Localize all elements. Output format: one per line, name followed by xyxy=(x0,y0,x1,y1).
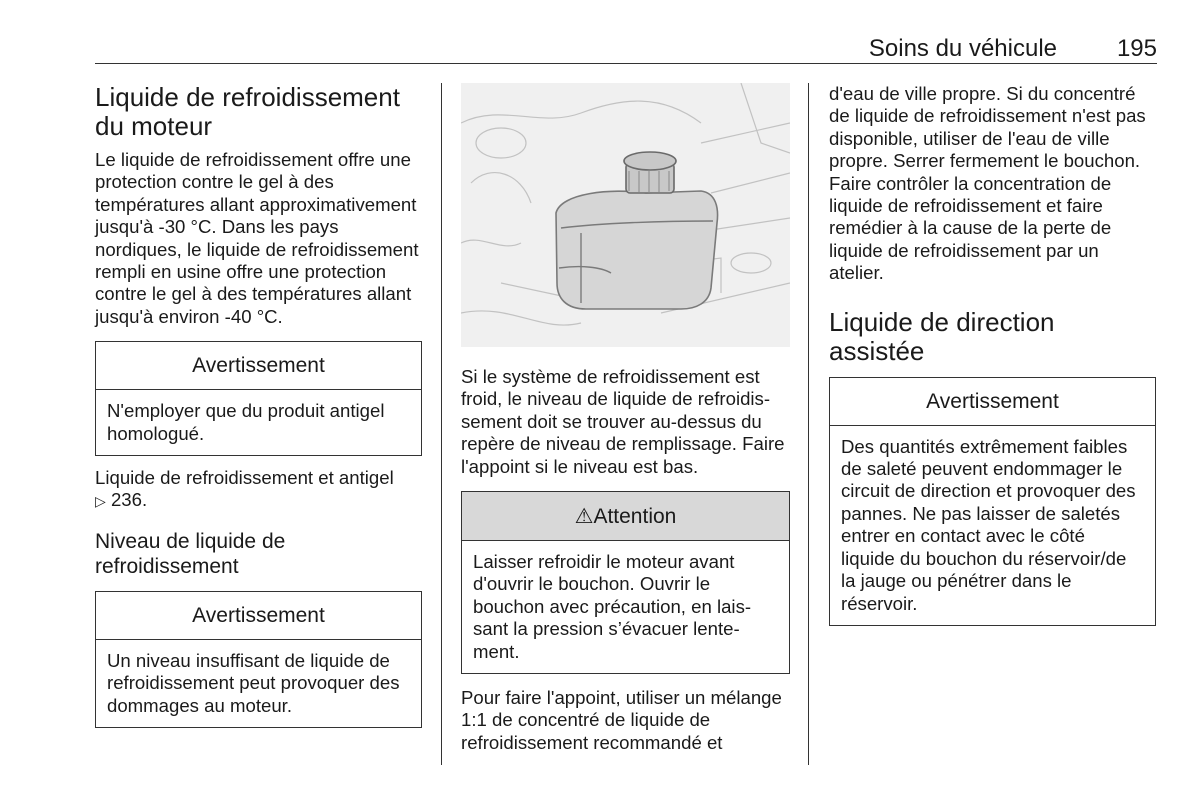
warning-heading: Avertissement xyxy=(96,592,421,640)
warning-box xyxy=(95,341,422,456)
caution-box xyxy=(461,491,790,674)
continued-paragraph: d'eau de ville propre. Si du concentré de liquide de refroidissement n'est pas disponible, utiliser de l'eau de ville propre. Serrer fermement le bouchon. Faire contrôler la concentration de liquide de refroidissement et faire remédier à la cause de la perte de liquide de refroidissement par un atelier. xyxy=(829,83,1146,284)
column-divider xyxy=(441,83,442,765)
section-heading: Liquide de direction assistée xyxy=(829,306,1055,366)
column-divider xyxy=(808,83,809,765)
warning-triangle-icon: ⚠ xyxy=(574,505,594,529)
column-1 xyxy=(95,83,422,728)
warning-heading: Avertissement xyxy=(96,342,421,390)
caution-title: Attention xyxy=(593,505,677,529)
page-reference-icon: ▷ xyxy=(95,493,106,510)
warning-heading: Avertissement xyxy=(830,378,1155,426)
warning-text: N'employer que du produit antigel homologué. xyxy=(107,400,385,444)
caution-text: Laisser refroidir le moteur avant d'ouvrir le bouchon. Ouvrir le bouchon avec précaution, en laissant la pression s’évacuer lentement. xyxy=(473,551,752,662)
warning-text: Des quantités extrêmement faibles de saleté peuvent endommager le circuit de direction et provoquer des pannes. Ne pas laisser de saletés entrer en contact avec le côté liquide du bouchon du réservoir/de la jauge ou pénétrer dans le réservoir. xyxy=(841,435,1136,614)
section-heading: Liquide de refroidissement du moteur xyxy=(95,82,400,141)
page-header xyxy=(95,33,1157,64)
caution-heading xyxy=(462,492,789,541)
page-number: 195 xyxy=(1116,35,1157,62)
reference-page: 236. xyxy=(110,489,148,511)
coolant-level-paragraph: Si le système de refroidissement est froid, le niveau de liquide de refroidissement doit se trouver au-dessus du repère de niveau de remplissage. Faire l'appoint si le niveau est bas. xyxy=(461,366,785,477)
column-2 xyxy=(461,83,790,754)
coolant-reservoir-illustration xyxy=(461,83,790,347)
topping-up-paragraph: Pour faire l'appoint, utiliser un mélange 1:1 de concentré de liquide de refroidissement recommandé et xyxy=(461,687,782,753)
section-title: Soins du véhicule xyxy=(868,35,1057,62)
reference-text: Liquide de refroidissement et antigel xyxy=(95,467,394,489)
warning-box xyxy=(829,377,1156,626)
column-3 xyxy=(829,83,1156,626)
subsection-heading: Niveau de liquide de refroidissement xyxy=(95,529,286,578)
warning-box xyxy=(95,591,422,728)
intro-paragraph: Le liquide de refroidissement offre une protection contre le gel à des températures allant approximativement jusqu'à -30 °C. Dans les pays nordiques, le liquide de refroidissement rempli en usine offre une protection contre le gel à des températures allant jusqu'à environ -40 °C. xyxy=(95,149,419,327)
warning-text: Un niveau insuffisant de liquide de refroidissement peut provoquer des dommages au moteur. xyxy=(107,649,400,716)
cross-reference xyxy=(95,467,422,513)
